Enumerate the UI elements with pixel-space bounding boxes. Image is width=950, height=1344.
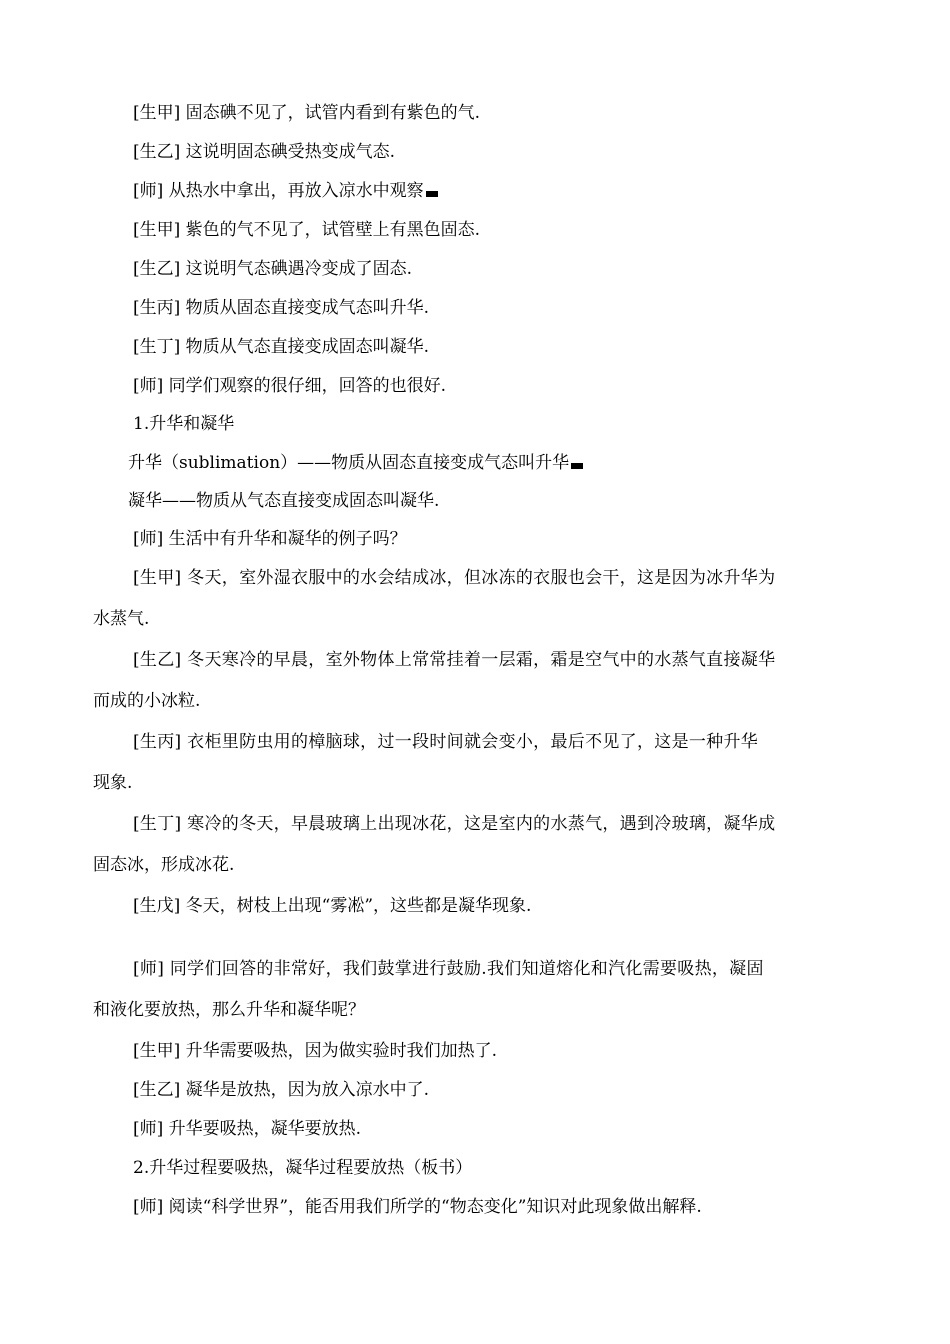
dialogue-line: [生甲] 冬天，室外湿衣服中的水会结成冰，但冰冻的衣服也会干，这是因为冰升华为 bbox=[133, 568, 776, 588]
dialogue-line: [师] 阅读“科学世界”，能否用我们所学的“物态变化”知识对此现象做出解释. bbox=[133, 1197, 702, 1217]
dialogue-line-continued: 而成的小冰粒. bbox=[93, 691, 201, 711]
dialogue-line-continued: 水蒸气. bbox=[93, 609, 150, 629]
dialogue-line: [师] 同学们观察的很仔细，回答的也很好. bbox=[133, 376, 447, 396]
dialogue-line: [生甲] 固态碘不见了，试管内看到有紫色的气. bbox=[133, 103, 481, 123]
dialogue-line: [生甲] 紫色的气不见了，试管壁上有黑色固态. bbox=[133, 220, 481, 240]
dialogue-line-continued: 和液化要放热，那么升华和凝华呢？ bbox=[93, 1000, 365, 1020]
section-heading: 1.升华和凝华 bbox=[133, 414, 235, 434]
dialogue-text: [师] 从热水中拿出，再放入凉水中观察 bbox=[133, 181, 424, 201]
dialogue-line: [师] 升华要吸热，凝华要放热. bbox=[133, 1119, 362, 1139]
dialogue-line bbox=[133, 180, 438, 202]
dialogue-line: [生乙] 这说明固态碘受热变成气态. bbox=[133, 142, 396, 162]
dialogue-line: [师] 生活中有升华和凝华的例子吗？ bbox=[133, 529, 407, 549]
dialogue-line: [生丙] 物质从固态直接变成气态叫升华. bbox=[133, 298, 430, 318]
definition-text: 升华（sublimation）——物质从固态直接变成气态叫升华 bbox=[128, 453, 570, 473]
omission-mark bbox=[571, 463, 583, 469]
dialogue-line: [师] 同学们回答的非常好，我们鼓掌进行鼓励.我们知道熔化和汽化需要吸热，凝固 bbox=[133, 959, 764, 979]
dialogue-line: [生乙] 凝华是放热，因为放入凉水中了. bbox=[133, 1080, 430, 1100]
section-heading: 2.升华过程要吸热，凝华过程要放热（板书） bbox=[133, 1158, 473, 1178]
dialogue-line: [生甲] 升华需要吸热，因为做实验时我们加热了. bbox=[133, 1041, 498, 1061]
dialogue-line: [生乙] 冬天寒冷的早晨，室外物体上常常挂着一层霜，霜是空气中的水蒸气直接凝华 bbox=[133, 650, 776, 670]
dialogue-line-continued: 现象. bbox=[93, 773, 133, 793]
definition-line: 凝华——物质从气态直接变成固态叫凝华. bbox=[128, 491, 440, 511]
dialogue-line: [生丁] 物质从气态直接变成固态叫凝华. bbox=[133, 337, 430, 357]
dialogue-line: [生丙] 衣柜里防虫用的樟脑球，过一段时间就会变小，最后不见了，这是一种升华 bbox=[133, 732, 759, 752]
dialogue-line-continued: 固态冰，形成冰花. bbox=[93, 855, 235, 875]
dialogue-line: [生丁] 寒冷的冬天，早晨玻璃上出现冰花，这是室内的水蒸气，遇到冷玻璃，凝华成 bbox=[133, 814, 776, 834]
definition-line bbox=[128, 452, 583, 474]
omission-mark bbox=[426, 191, 438, 197]
dialogue-line: [生乙] 这说明气态碘遇冷变成了固态. bbox=[133, 259, 413, 279]
dialogue-line: [生戊] 冬天，树枝上出现“雾凇”，这些都是凝华现象. bbox=[133, 896, 532, 916]
